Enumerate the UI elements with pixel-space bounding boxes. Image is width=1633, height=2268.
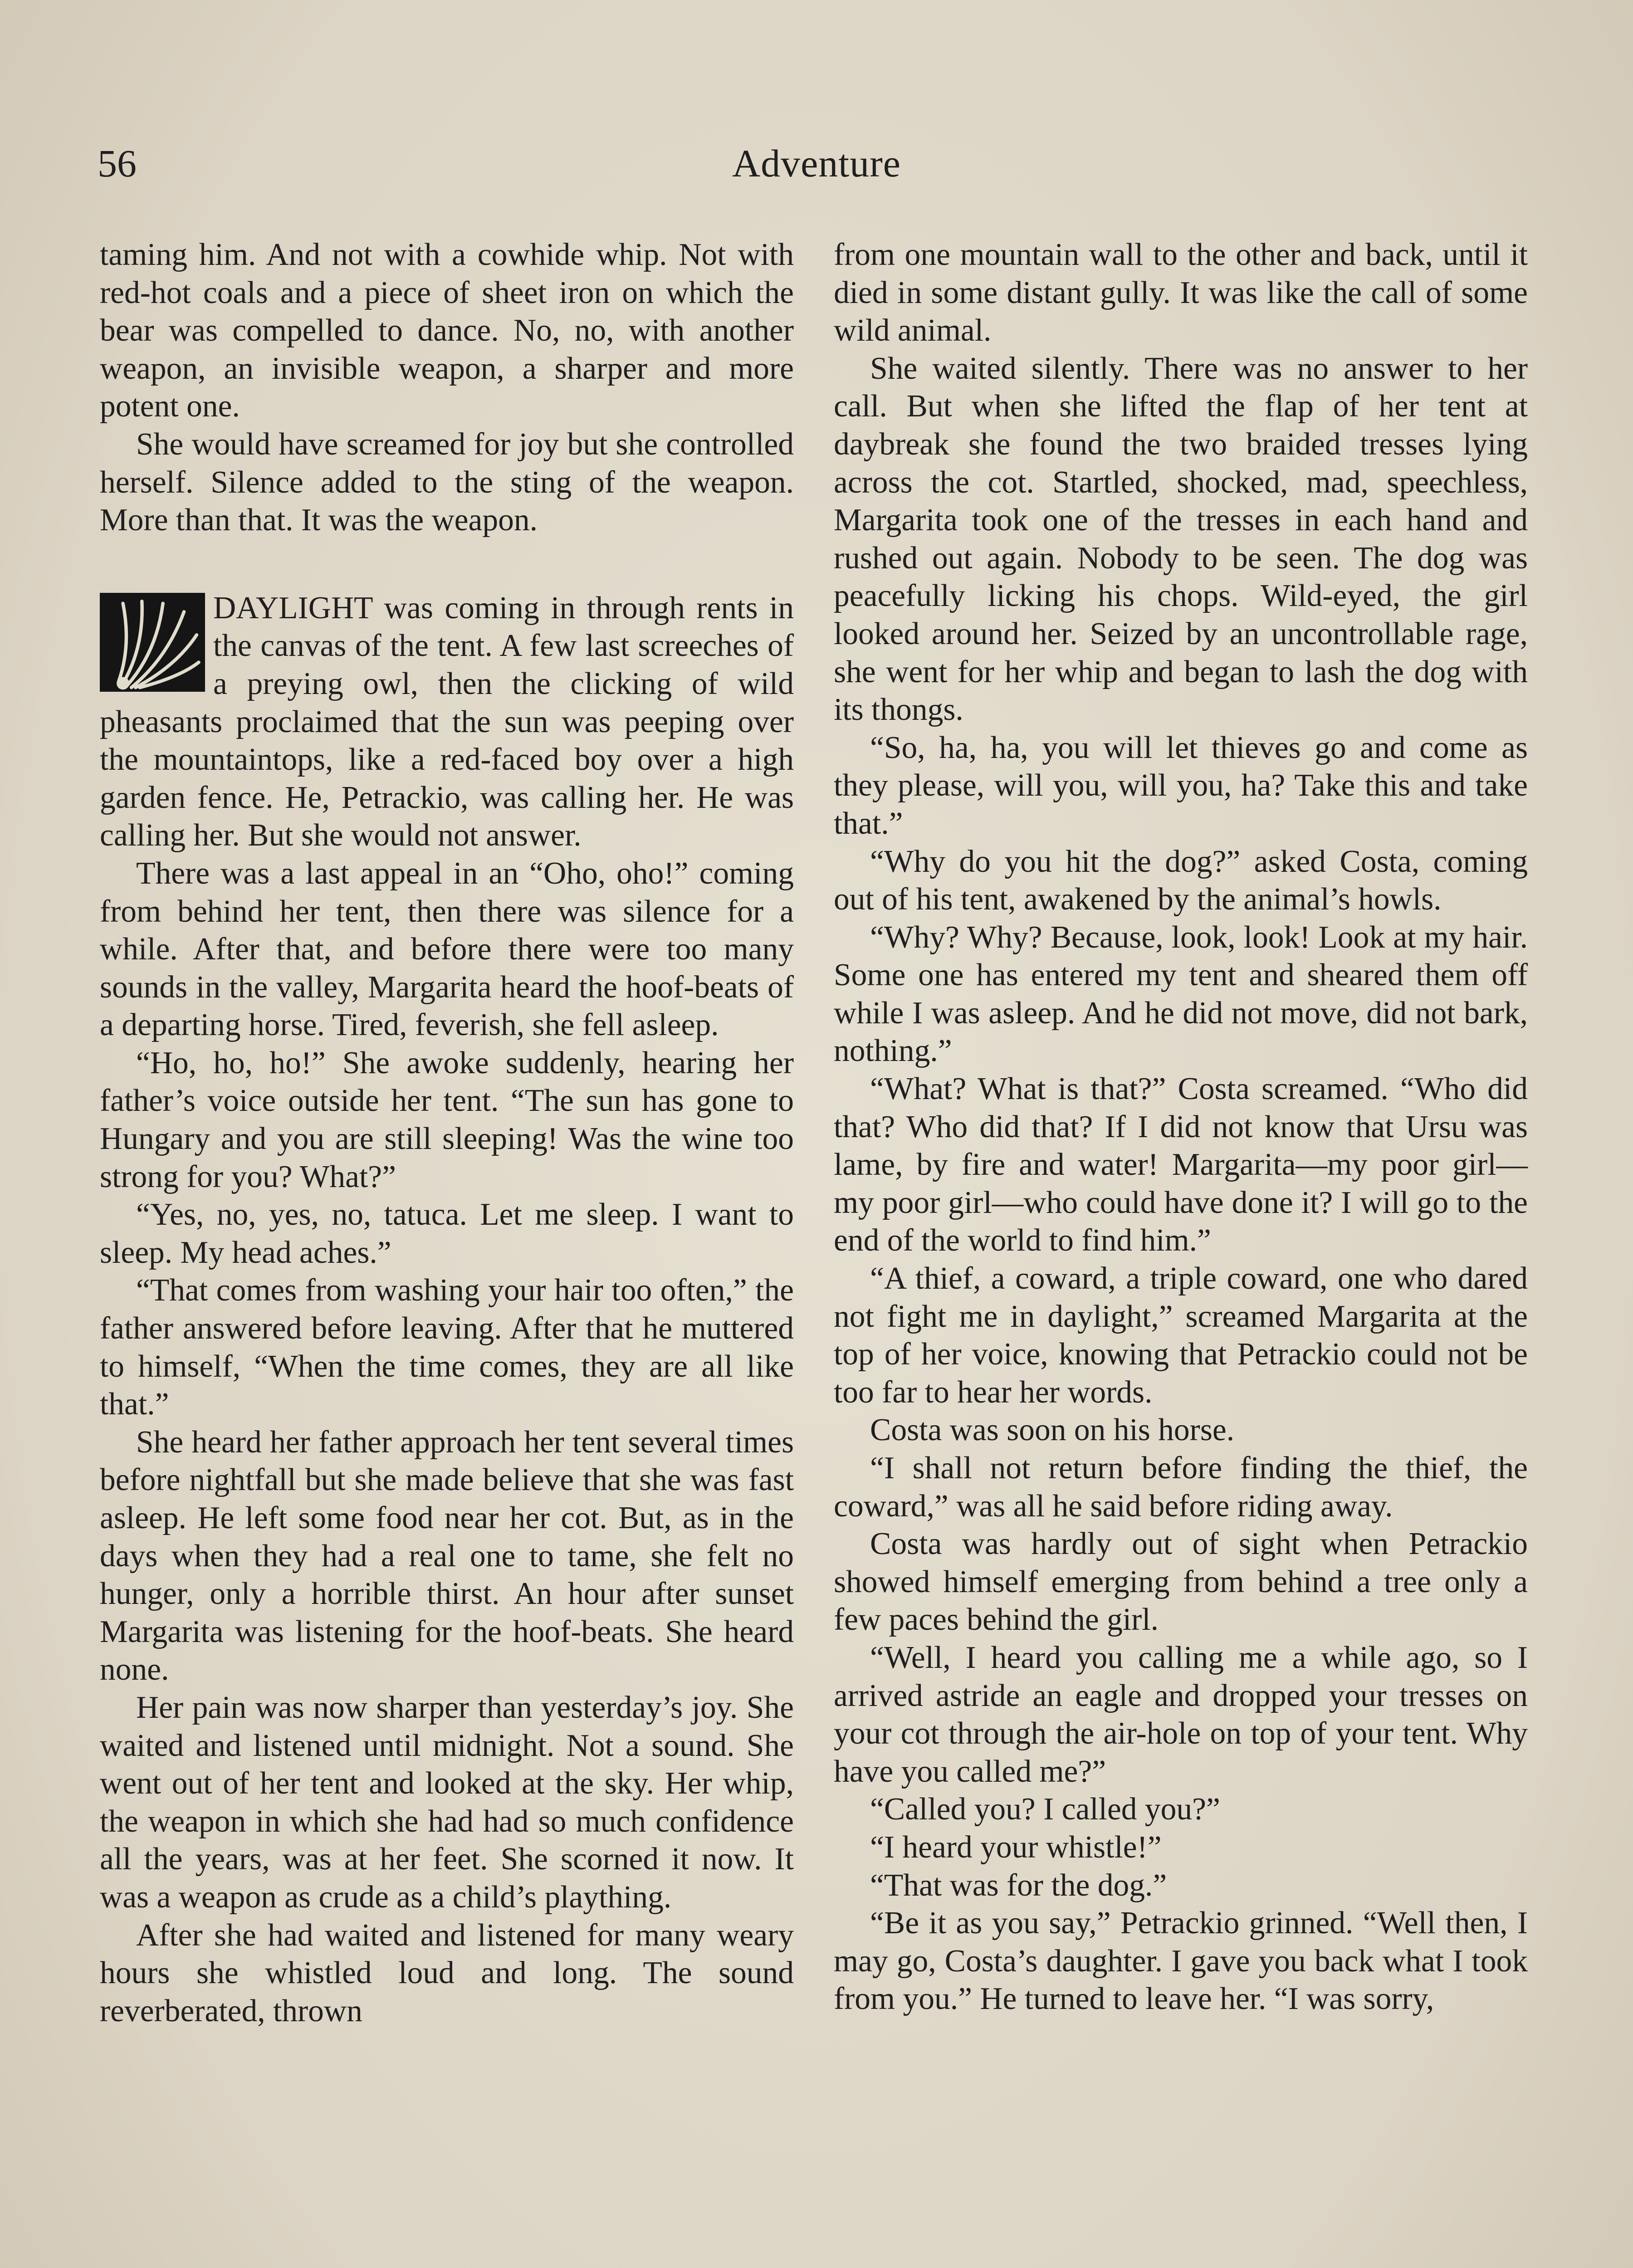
paragraph: “Well, I heard you calling me a while ago, so I arrived astride an eagle and dropped your tresses on your cot through the air-hole on top of your tent. Why have you called me?” bbox=[834, 1640, 1528, 1789]
paragraph: “That was for the dog.” bbox=[870, 1867, 1167, 1903]
paragraph: There was a last appeal in an “Oho, oho!” coming from behind her tent, then there was silence for a while. After that, and before there were too many sounds in the valley, Margarita heard the hoof-beats of a departing horse. Tired, feverish, she fell asleep. bbox=[100, 855, 794, 1043]
paragraph: “Called you? I called you?” bbox=[870, 1792, 1220, 1827]
paragraph: “Why do you hit the dog?” asked Costa, coming out of his tent, awakened by the animal’s howls. bbox=[834, 844, 1528, 917]
paragraph: She would have screamed for joy but she controlled herself. Silence added to the sting of the weapon. More than that. It was the weapon. bbox=[100, 426, 794, 538]
paragraph: She waited silently. There was no answer to her call. But when she lifted the flap of her tent at daybreak she found the two braided tresses lying across the cot. Startled, shocked, mad, speechless, Margarita took one of the tresses in each hand and rushed out again. Nobody to be seen. The dog was peacefully licking his chops. Wild-eyed, the girl looked around her. Seized by an uncontrollable rage, she went for her whip and began to lash the dog with its thongs. bbox=[834, 351, 1528, 728]
paragraph: taming him. And not with a cowhide whip. Not with red-hot coals and a piece of sheet iron on which the bear was compelled to dance. No, no, with another weapon, an invisible weapon, a sharper and more potent one. bbox=[100, 237, 794, 424]
paragraph: “Yes, no, yes, no, tatuca. Let me sleep. I want to sleep. My head aches.” bbox=[100, 1197, 794, 1270]
running-title: Adventure bbox=[732, 142, 901, 185]
left-column bbox=[100, 236, 794, 2030]
paragraph: Her pain was now sharper than yesterday’s joy. She waited and listened until midnight. Not a sound. She went out of her tent and looked at the sky. Her whip, the weapon in which she had had so much confidence all the years, was at her feet. She scorned it now. It was a weapon as crude as a child’s plaything. bbox=[100, 1690, 794, 1915]
sunburst-ornament-icon bbox=[100, 593, 205, 692]
paragraph: Costa was soon on his horse. bbox=[870, 1413, 1235, 1448]
paragraph: from one mountain wall to the other and back, until it died in some distant gully. It was like the call of some wild animal. bbox=[834, 237, 1528, 348]
right-column bbox=[834, 236, 1528, 2018]
paragraph: “So, ha, ha, you will let thieves go and come as they please, will you, will you, ha? Take this and take that.” bbox=[834, 730, 1528, 841]
paragraph: “I heard your whistle!” bbox=[870, 1829, 1162, 1865]
paragraph: “Why? Why? Because, look, look! Look at my hair. Some one has entered my tent and sheared them off while I was asleep. And he did not move, did not bark, nothing.” bbox=[834, 919, 1528, 1069]
paragraph: “A thief, a coward, a triple coward, one who dared not fight me in daylight,” screamed Margarita at the top of her voice, knowing that Petrackio could not be too far to hear her words. bbox=[834, 1261, 1528, 1410]
page-number: 56 bbox=[98, 142, 137, 185]
paragraph: “Be it as you say,” Petrackio grinned. “Well then, I may go, Costa’s daughter. I gave you back what I took from you.” He turned to leave her. “I was sorry, bbox=[834, 1906, 1528, 2017]
paragraph: Costa was hardly out of sight when Petrackio showed himself emerging from behind a tree only a few paces behind the girl. bbox=[834, 1526, 1528, 1637]
paragraph: After she had waited and listened for many weary hours she whistled loud and long. The sound reverberated, thrown bbox=[100, 1917, 794, 2028]
paragraph-section-start: DAYLIGHT was coming in through rents in the canvas of the tent. A few last screeches of a preying owl, then the clicking of wild pheasants proclaimed that the sun was peeping over the mountaintops, like a red-faced boy over a high garden fence. He, Petrackio, was calling her. He was calling her. But she would not answer. bbox=[100, 590, 794, 853]
paragraph: “What? What is that?” Costa screamed. “Who did that? Who did that? If I did not know that Ursu was lame, by fire and water! Margarita—my poor girl—my poor girl—who could have done it? I will go to the end of the world to find him.” bbox=[834, 1071, 1528, 1258]
page-header bbox=[98, 136, 1535, 191]
paragraph: “I shall not return before finding the thief, the coward,” was all he said before riding away. bbox=[834, 1451, 1528, 1524]
paragraph: “Ho, ho, ho!” She awoke suddenly, hearing her father’s voice outside her tent. “The sun has gone to Hungary and you are still sleeping! Was the wine too strong for you? What?” bbox=[100, 1045, 794, 1194]
paragraph: “That comes from washing your hair too often,” the father answered before leaving. After that he muttered to himself, “When the time comes, they are all like that.” bbox=[100, 1273, 794, 1422]
paragraph: She heard her father approach her tent several times before nightfall but she made believe that she was fast asleep. He left some food near her cot. But, as in the days when they had a real one to tame, she felt no hunger, only a horrible thirst. An hour after sunset Margarita was listening for the hoof-beats. She heard none. bbox=[100, 1424, 794, 1687]
